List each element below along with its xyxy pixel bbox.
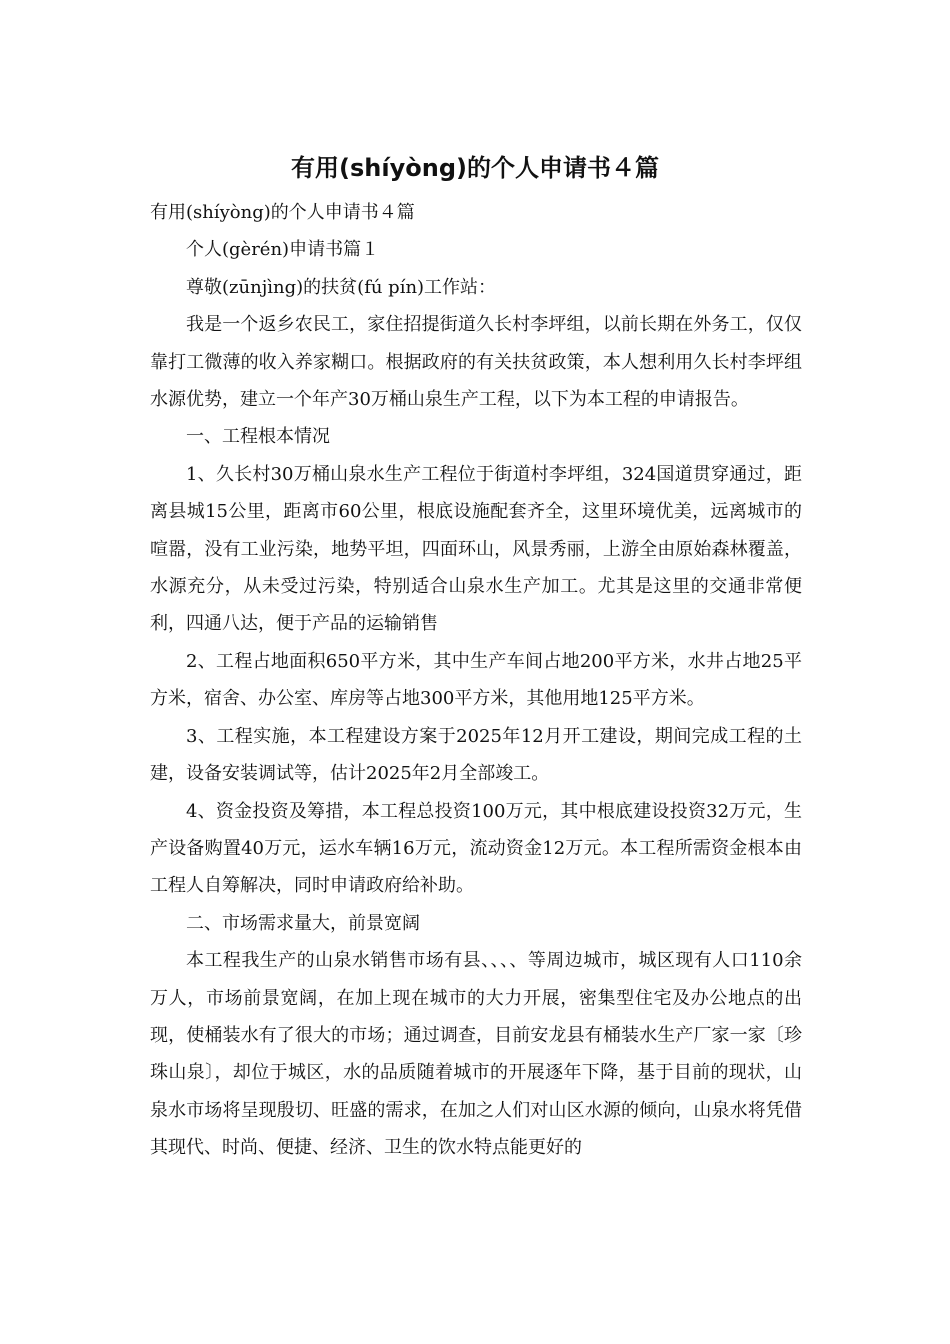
- section-heading: 一、工程根本情况: [186, 426, 330, 448]
- body-paragraph: 3、工程实施，本工程建设方案于2025年12月开工建设，期间完成工程的土建，设备安装调试等，估计2025年2月全部竣工。: [150, 725, 802, 785]
- body-paragraph: 2、工程占地面积650平方米，其中生产车间占地200平方米，水井占地25平方米，宿舍、办公室、库房等占地300平方米，其他用地125平方米。: [150, 650, 802, 710]
- salutation: 尊敬(zūnjìng)的扶贫(fú pín)工作站：: [186, 276, 497, 298]
- body-paragraph: 4、资金投资及筹措，本工程总投资100万元，其中根底建设投资32万元，生产设备购置40万元，运水车辆16万元，流动资金12万元。本工程所需资金根本由工程人自筹解决，同时申请政府给补助。: [150, 800, 802, 897]
- document-body: [150, 194, 802, 1167]
- section-heading: 二、市场需求量大，前景宽阔: [186, 912, 420, 934]
- body-paragraph: 本工程我生产的山泉水销售市场有县、、、、等周边城市，城区现有人口110余万人，市场前景宽阔，在加上现在城市的大力开展，密集型住宅及办公地点的出现，使桶装水有了很大的市场；通过调查，目前安龙县有桶装水生产厂家一家〔珍珠山泉〕，却位于城区，水的品质随着城市的开展逐年下降，基于目前的现状，山泉水市场将呈现殷切、旺盛的需求，在加之人们对山区水源的倾向，山泉水将凭借其现代、时尚、便捷、经济、卫生的饮水特点能更好的: [150, 950, 802, 1159]
- body-paragraph: 我是一个返乡农民工，家住招提街道久长村李坪组，以前长期在外务工，仅仅靠打工微薄的收入养家糊口。根据政府的有关扶贫政策，本人想利用久长村李坪组水源优势，建立一个年产30万桶山泉生产工程，以下为本工程的申请报告。: [150, 314, 802, 411]
- subtitle-paragraph: 有用(shíyòng)的个人申请书４篇: [150, 202, 415, 223]
- section-heading: 个人(gèrén)申请书篇１: [186, 239, 380, 261]
- body-paragraph: 1、久长村30万桶山泉水生产工程位于街道村李坪组，324国道贯穿通过，距离县城15公里，距离市60公里，根底设施配套齐全，这里环境优美，远离城市的喧嚣，没有工业污染，地势平坦，四面环山，风景秀丽，上游全由原始森林覆盖，水源充分，从未受过污染，特别适合山泉水生产加工。尤其是这里的交通非常便利，四通八达，便于产品的运输销售: [150, 463, 802, 635]
- document-title: 有用(shíyòng)的个人申请书４篇: [291, 154, 659, 182]
